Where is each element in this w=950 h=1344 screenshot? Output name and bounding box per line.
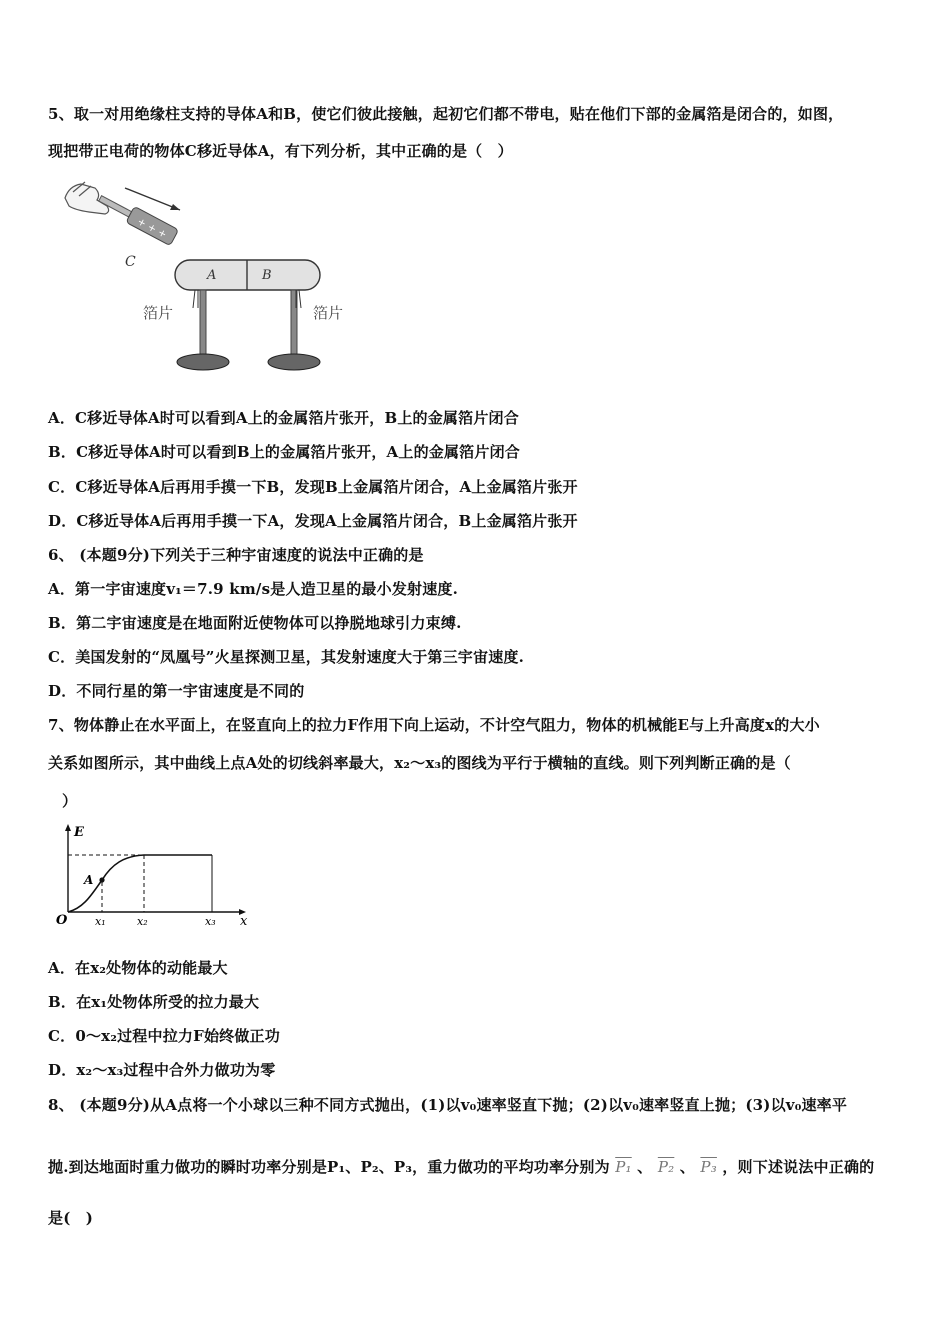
svg-text:+ + +: + + + [135, 216, 169, 241]
q7-energy-graph [52, 822, 262, 926]
q6-stem: 6、 (本题9分)下列关于三种宇宙速度的说法中正确的是 [48, 546, 424, 564]
q5-conductor-figure [55, 178, 375, 378]
q7-option-b: B．在x₁处物体所受的拉力最大 [48, 993, 260, 1011]
q7-option-d: D．x₂～x₃过程中合外力做功为零 [48, 1061, 276, 1079]
q5-option-d: D．C移近导体A后再用手摸一下A，发现A上金属箔片闭合，B上金属箔片张开 [48, 512, 578, 530]
q6-option-a: A．第一宇宙速度v₁＝7.9 km/s是人造卫星的最小发射速度. [48, 580, 459, 598]
point-a-label: A [84, 873, 94, 887]
point-a [99, 877, 104, 882]
x-axis-label: x [240, 914, 248, 926]
q8-stem-line2-text: 抛.到达地面时重力做功的瞬时功率分别是P₁、P₂、P₃，重力做功的平均功率分别为 [48, 1158, 610, 1176]
charged-rod-c [96, 190, 179, 245]
q5-stem-line1: 5、取一对用绝缘柱支持的导体A和B，使它们彼此接触，起初它们都不带电，贴在他们下部的金属箔是闭合的，如图， [48, 105, 844, 123]
label-c: C [125, 254, 136, 270]
q7-stem-line2: 关系如图所示，其中曲线上点A处的切线斜率最大，x₂～x₃的图线为平行于横轴的直线。则下列判断正确的是（ [48, 754, 791, 772]
q7-option-a: A．在x₂处物体的动能最大 [48, 959, 228, 977]
separator: 、 [637, 1158, 653, 1176]
q8-stem-line2-tail: ，则下述说法中正确的 [722, 1158, 875, 1176]
q8-stem-line3: 是( ) [48, 1209, 93, 1227]
tick-x2: x₂ [137, 915, 148, 926]
avg-power-p3: P₃ [700, 1158, 717, 1176]
q6-option-d: D．不同行星的第一宇宙速度是不同的 [48, 682, 305, 700]
q5-option-c: C．C移近导体A后再用手摸一下B，发现B上金属箔片闭合，A上金属箔片张开 [48, 478, 578, 496]
q5-option-a: A．C移近导体A时可以看到A上的金属箔片张开，B上的金属箔片闭合 [48, 409, 519, 427]
q5-option-b: B．C移近导体A时可以看到B上的金属箔片张开，A上的金属箔片闭合 [48, 443, 520, 461]
q6-option-c: C．美国发射的“凤凰号”火星探测卫星，其发射速度大于第三宇宙速度. [48, 648, 525, 666]
foil-label-left: 箔片 [143, 304, 174, 322]
label-b: B [262, 268, 272, 283]
q5-stem-line2: 现把带正电荷的物体C移近导体A，有下列分析，其中正确的是（ ） [48, 142, 513, 160]
q7-option-c: C．0～x₂过程中拉力F始终做正功 [48, 1027, 280, 1045]
label-a: A [207, 268, 217, 283]
q8-stem-line1: 8、 (本题9分)从A点将一个小球以三种不同方式抛出，(1)以v₀速率竖直下抛；(2)以v₀速率竖直上抛；(3)以v₀速率平 [48, 1096, 848, 1114]
tick-x3: x₃ [205, 915, 216, 926]
foil-label-right: 箔片 [313, 304, 344, 322]
q8-stem-line2 [48, 1156, 874, 1177]
tick-x1: x₁ [95, 915, 106, 926]
y-axis-label: E [74, 825, 84, 840]
q6-option-b: B．第二宇宙速度是在地面附近使物体可以挣脱地球引力束缚. [48, 614, 462, 632]
q7-stem-line1: 7、物体静止在水平面上，在竖直向上的拉力F作用下向上运动，不计空气阻力，物体的机械能E与上升高度x的大小 [48, 716, 820, 734]
avg-power-p2: P₂ [657, 1158, 675, 1176]
separator: 、 [679, 1158, 695, 1176]
q7-stem-line3: ） [62, 792, 78, 810]
origin-label: O [56, 913, 68, 926]
avg-power-p1: P₁ [615, 1158, 632, 1176]
